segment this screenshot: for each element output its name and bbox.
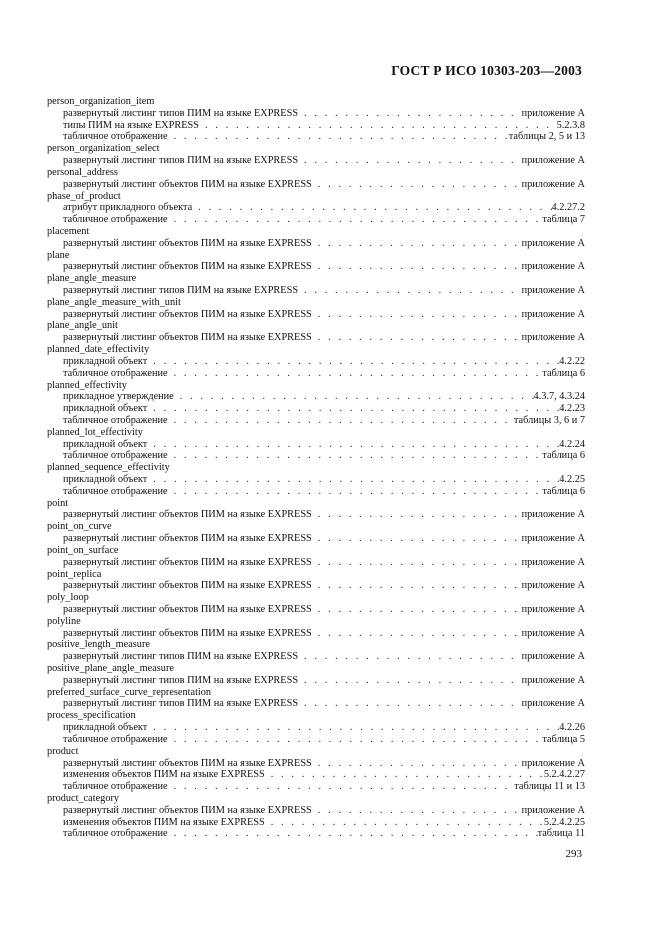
index-entry <box>47 474 585 486</box>
entry-reference: таблица 11 <box>537 828 585 840</box>
dot-leader <box>312 628 522 640</box>
index-entry <box>47 261 585 273</box>
index-term: placement <box>47 225 90 237</box>
entry-label: табличное отображение <box>63 828 168 840</box>
entry-reference: приложение А <box>521 308 585 320</box>
dot-leader <box>168 214 543 226</box>
index-term: planned_date_effectivity <box>47 344 150 356</box>
index-term: person_organization_item <box>47 96 155 107</box>
index-entry <box>47 557 585 569</box>
dot-leader <box>312 758 522 770</box>
index-entry <box>47 131 585 143</box>
entry-label: развернутый листинг объектов ПИМ на языке EXPRESS <box>63 580 312 592</box>
dot-leader <box>168 131 509 143</box>
entry-label: развернутый листинг объектов ПИМ на языке EXPRESS <box>63 533 312 545</box>
dot-leader <box>168 486 543 498</box>
index-entry <box>47 533 585 545</box>
entry-label: развернутый листинг объектов ПИМ на языке EXPRESS <box>63 804 312 816</box>
entry-label: развернутый листинг объектов ПИМ на языке EXPRESS <box>63 332 312 344</box>
entry-reference: приложение А <box>521 698 585 710</box>
index-entry <box>47 439 585 451</box>
index-entry <box>47 309 585 321</box>
entry-reference: таблица 5 <box>542 733 585 745</box>
entry-label: развернутый листинг объектов ПИМ на языке EXPRESS <box>63 556 312 568</box>
dot-leader <box>199 120 557 132</box>
dot-leader <box>298 675 522 687</box>
index-term: planned_effectivity <box>47 379 127 391</box>
entry-label: прикладной объект <box>63 474 148 485</box>
entry-reference: 4.2.26 <box>559 722 585 734</box>
dot-leader <box>265 769 544 781</box>
entry-reference: таблица 6 <box>542 450 585 462</box>
entry-label: развернутый листинг объектов ПИМ на языке EXPRESS <box>63 237 312 249</box>
entry-reference: приложение А <box>521 674 585 686</box>
index-term: polyline <box>47 615 81 627</box>
index-term: phase_of_product <box>47 190 121 202</box>
entry-label: развернутый листинг объектов ПИМ на языке EXPRESS <box>63 757 312 769</box>
index-entry <box>47 486 585 498</box>
entry-label: развернутый листинг типов ПИМ на языке EXPRESS <box>63 651 299 663</box>
entry-reference: приложение А <box>521 237 585 249</box>
entry-label: развернутый листинг типов ПИМ на языке EXPRESS <box>63 107 299 119</box>
entry-reference: приложение А <box>521 651 585 663</box>
dot-leader <box>312 604 522 616</box>
entry-label: прикладной объект <box>63 403 148 415</box>
entry-reference: таблицы 2, 5 и 13 <box>508 131 585 143</box>
entry-reference: приложение А <box>521 627 585 639</box>
dot-leader <box>168 415 514 427</box>
index-term: product_category <box>47 792 120 804</box>
dot-leader <box>298 651 522 663</box>
entry-reference: 4.2.22 <box>559 355 585 367</box>
index-entry <box>47 403 585 415</box>
index-entry <box>47 805 585 817</box>
page-header-title: ГОСТ Р ИСО 10303-203—2003 <box>391 63 582 78</box>
index-term: point <box>47 497 69 509</box>
entry-label: развернутый листинг объектов ПИМ на языке EXPRESS <box>63 308 312 320</box>
entry-reference: 4.2.27.2 <box>551 202 585 214</box>
dot-leader <box>147 474 559 486</box>
index-entry <box>47 415 585 427</box>
dot-leader <box>147 439 559 451</box>
index-entry <box>47 604 585 616</box>
dot-leader <box>312 509 522 521</box>
entry-label: прикладное утверждение <box>63 391 174 403</box>
index-entry <box>47 202 585 214</box>
entry-label: прикладной объект <box>63 438 148 450</box>
entry-label: развернутый листинг типов ПИМ на языке EXPRESS <box>63 155 299 167</box>
index-term: planned_sequence_effectivity <box>47 462 170 474</box>
entry-reference: приложение А <box>521 107 585 119</box>
dot-leader <box>312 805 522 817</box>
entry-label: развернутый листинг объектов ПИМ на языке EXPRESS <box>63 509 312 521</box>
index-term: plane_angle_measure_with_unit <box>47 296 181 308</box>
index-term: product <box>47 745 79 757</box>
dot-leader <box>147 356 559 368</box>
entry-reference: 4.3.7, 4.3.24 <box>533 391 585 403</box>
entry-label: атрибут прикладного объекта <box>63 202 193 214</box>
dot-leader <box>312 261 522 273</box>
entry-reference: приложение А <box>521 757 585 769</box>
entry-label: табличное отображение <box>63 367 168 379</box>
entry-label: развернутый листинг типов ПИМ на языке EXPRESS <box>63 674 299 686</box>
dot-leader <box>298 155 522 167</box>
index-entry <box>47 734 585 746</box>
entry-reference: таблица 6 <box>542 485 585 497</box>
entry-reference: приложение А <box>521 285 585 296</box>
entry-reference: 5.2.3.8 <box>556 119 585 131</box>
entry-reference: 5.2.4.2.27 <box>543 769 585 781</box>
entry-reference: 4.2.23 <box>559 403 585 415</box>
index-entry <box>47 580 585 592</box>
index-entry <box>47 108 585 120</box>
dot-leader <box>298 108 522 120</box>
dot-leader <box>168 734 543 746</box>
dot-leader <box>312 332 522 344</box>
entry-label: развернутый листинг объектов ПИМ на языке EXPRESS <box>63 603 312 615</box>
entry-reference: таблица 6 <box>542 367 585 379</box>
dot-leader <box>168 450 543 462</box>
index-entry <box>47 368 585 380</box>
index-entry <box>47 758 585 770</box>
index-term: poly_loop <box>47 592 89 604</box>
entry-label: табличное отображение <box>63 450 168 462</box>
dot-leader <box>192 202 551 214</box>
index-entry <box>47 391 585 403</box>
dot-leader <box>312 179 522 191</box>
dot-leader <box>298 285 522 297</box>
index-term: point_on_surface <box>47 544 119 556</box>
dot-leader <box>174 391 534 403</box>
index-entry <box>47 675 585 687</box>
dot-leader <box>147 403 559 415</box>
entry-label: табличное отображение <box>63 414 168 426</box>
entry-reference: приложение А <box>521 603 585 615</box>
index-entry <box>47 828 585 840</box>
index-entry <box>47 285 585 297</box>
index-entry <box>47 120 585 132</box>
entry-label: прикладной объект <box>63 355 148 367</box>
index-entry <box>47 509 585 521</box>
entry-reference: приложение А <box>521 533 585 545</box>
index-term: point_replica <box>47 568 102 580</box>
entry-reference: приложение А <box>521 155 585 167</box>
entry-label: прикладной объект <box>63 722 148 734</box>
entry-reference: приложение А <box>521 332 585 344</box>
entry-label: табличное отображение <box>63 214 168 226</box>
entry-reference: приложение А <box>521 556 585 568</box>
entry-label: развернутый листинг типов ПИМ на языке EXPRESS <box>63 698 299 710</box>
index-term: positive_plane_angle_measure <box>47 663 174 674</box>
dot-leader <box>298 698 522 710</box>
entry-label: изменения объектов ПИМ на языке EXPRESS <box>63 816 265 828</box>
entry-label: изменения объектов ПИМ на языке EXPRESS <box>63 769 265 781</box>
index-entry <box>47 651 585 663</box>
entry-reference: таблица 7 <box>542 214 585 226</box>
index-entry <box>47 155 585 167</box>
dot-leader <box>312 238 522 250</box>
dot-leader <box>168 781 515 793</box>
index-term: plane_angle_unit <box>47 320 118 332</box>
dot-leader <box>312 580 522 592</box>
entry-label: развернутый листинг типов ПИМ на языке EXPRESS <box>63 285 299 296</box>
index-entry <box>47 817 585 829</box>
entry-reference: приложение А <box>521 804 585 816</box>
entry-reference: 4.2.25 <box>559 474 585 485</box>
entry-reference: 4.2.24 <box>559 438 585 450</box>
index-term: positive_length_measure <box>47 639 150 651</box>
index-entry <box>47 698 585 710</box>
index-entry <box>47 356 585 368</box>
index-entry <box>47 769 585 781</box>
index-entry <box>47 332 585 344</box>
entry-label: табличное отображение <box>63 733 168 745</box>
page-number: 293 <box>565 848 582 860</box>
dot-leader <box>312 309 522 321</box>
dot-leader <box>312 533 522 545</box>
dot-leader <box>168 828 538 840</box>
index-entry <box>47 722 585 734</box>
entry-reference: приложение А <box>521 178 585 190</box>
entry-reference: таблицы 11 и 13 <box>514 781 585 793</box>
index-term: plane_angle_measure <box>47 273 137 285</box>
entry-reference: таблицы 3, 6 и 7 <box>513 414 585 426</box>
entry-label: развернутый листинг объектов ПИМ на языке EXPRESS <box>63 261 312 273</box>
entry-reference: приложение А <box>521 261 585 273</box>
index-term: personal_address <box>47 166 118 178</box>
entry-label: табличное отображение <box>63 131 168 143</box>
dot-leader <box>147 722 559 734</box>
index-entry <box>47 238 585 250</box>
index-list <box>47 96 585 840</box>
index-term: preferred_surface_curve_representation <box>47 686 212 698</box>
entry-label: типы ПИМ на языке EXPRESS <box>63 119 199 131</box>
entry-label: табличное отображение <box>63 485 168 497</box>
entry-label: табличное отображение <box>63 781 168 793</box>
dot-leader <box>168 368 543 380</box>
index-term: person_organization_select <box>47 143 160 155</box>
index-term: plane <box>47 249 70 261</box>
dot-leader <box>312 557 522 569</box>
entry-label: развернутый листинг объектов ПИМ на языке EXPRESS <box>63 178 312 190</box>
index-entry <box>47 214 585 226</box>
index-entry <box>47 179 585 191</box>
entry-reference: приложение А <box>521 580 585 592</box>
entry-label: развернутый листинг объектов ПИМ на языке EXPRESS <box>63 627 312 639</box>
entry-reference: приложение А <box>521 509 585 521</box>
index-term: process_specification <box>47 710 136 722</box>
entry-reference: 5.2.4.2.25 <box>543 816 585 828</box>
index-entry <box>47 450 585 462</box>
index-term: planned_lot_effectivity <box>47 426 143 438</box>
dot-leader <box>265 817 544 829</box>
index-term: point_on_curve <box>47 521 112 533</box>
index-entry <box>47 781 585 793</box>
index-entry <box>47 628 585 640</box>
